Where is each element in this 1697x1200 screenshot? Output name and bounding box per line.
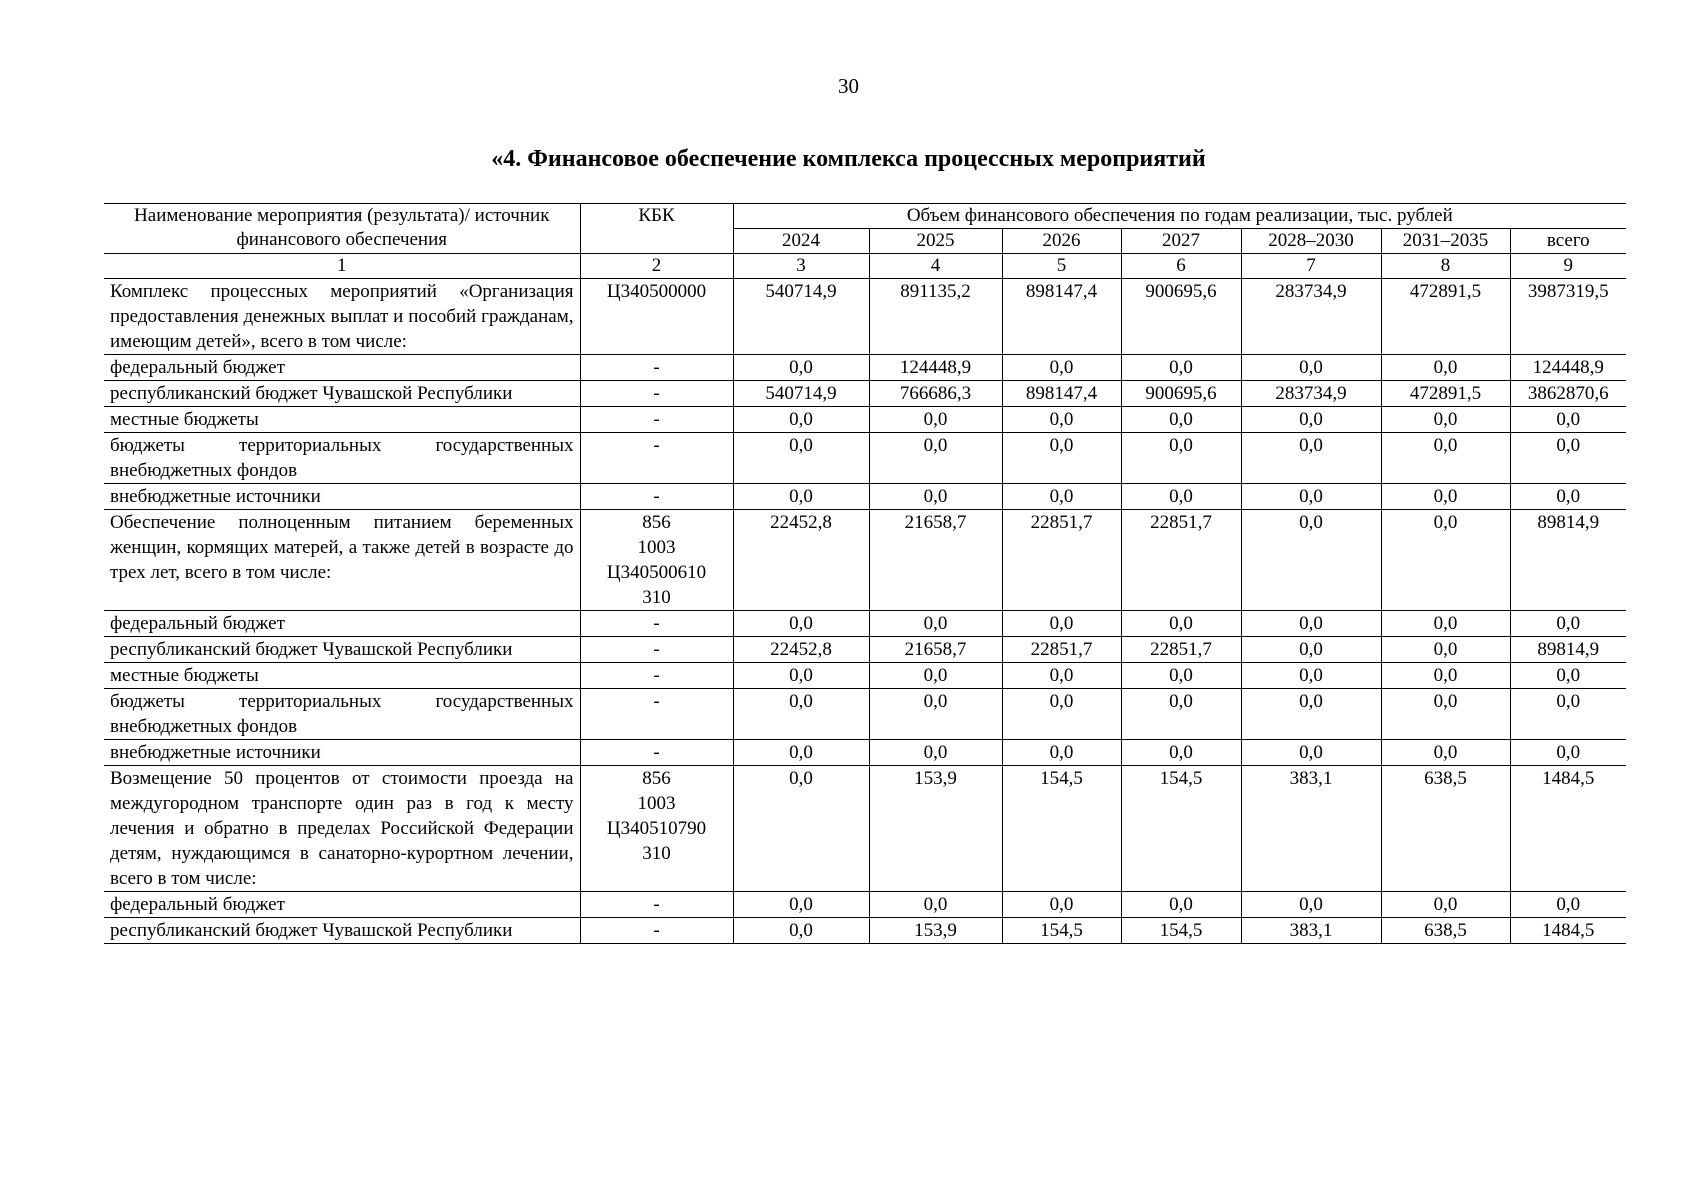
column-numbers-row	[104, 254, 1626, 279]
row-value: 3987319,5	[1510, 279, 1626, 355]
row-value: 383,1	[1241, 766, 1381, 892]
table-row	[104, 279, 1626, 355]
row-kbk: -	[580, 484, 733, 510]
row-value: 0,0	[733, 407, 869, 433]
header-year: 2025	[869, 229, 1002, 254]
row-value: 153,9	[869, 918, 1002, 944]
row-value: 22452,8	[733, 510, 869, 611]
row-value: 0,0	[733, 663, 869, 689]
row-value: 0,0	[1002, 892, 1121, 918]
page-number: 30	[838, 74, 859, 98]
row-value: 283734,9	[1241, 381, 1381, 407]
row-name: Возмещение 50 процентов от стоимости проезда на междугородном транспорте один раз в год к месту лечения и обратно в пределах Российской Федерации детям, нуждающимся в санаторно-курортном лечении, всего в том числе:	[104, 766, 580, 892]
row-value: 0,0	[1002, 689, 1121, 740]
row-value: 383,1	[1241, 918, 1381, 944]
row-value: 0,0	[1381, 355, 1510, 381]
row-value: 472891,5	[1381, 381, 1510, 407]
row-value: 0,0	[733, 355, 869, 381]
row-value: 0,0	[1381, 433, 1510, 484]
table-row	[104, 637, 1626, 663]
row-kbk: 856 1003 Ц340500610 310	[580, 510, 733, 611]
row-name: федеральный бюджет	[104, 611, 580, 637]
row-kbk: -	[580, 689, 733, 740]
row-kbk: -	[580, 433, 733, 484]
row-value: 0,0	[1241, 689, 1381, 740]
row-name: федеральный бюджет	[104, 355, 580, 381]
row-kbk: -	[580, 892, 733, 918]
table-row	[104, 689, 1626, 740]
row-value: 0,0	[1241, 433, 1381, 484]
row-value: 22851,7	[1002, 637, 1121, 663]
row-value: 0,0	[1002, 484, 1121, 510]
column-number: 1	[104, 254, 580, 279]
row-name: республиканский бюджет Чувашской Республики	[104, 637, 580, 663]
table-row	[104, 740, 1626, 766]
row-value: 0,0	[1002, 407, 1121, 433]
row-value: 0,0	[1121, 892, 1241, 918]
row-value: 0,0	[1241, 407, 1381, 433]
row-value: 0,0	[1002, 740, 1121, 766]
row-value: 0,0	[869, 892, 1002, 918]
row-value: 900695,6	[1121, 381, 1241, 407]
row-name: местные бюджеты	[104, 407, 580, 433]
row-kbk: -	[580, 381, 733, 407]
row-kbk: Ц340500000	[580, 279, 733, 355]
row-value: 0,0	[1002, 433, 1121, 484]
header-year: 2028–2030	[1241, 229, 1381, 254]
row-value: 0,0	[1510, 892, 1626, 918]
row-kbk: -	[580, 918, 733, 944]
row-value: 0,0	[733, 484, 869, 510]
row-value: 540714,9	[733, 279, 869, 355]
header-kbk: КБК	[580, 204, 733, 254]
row-value: 0,0	[1381, 663, 1510, 689]
row-value: 1484,5	[1510, 766, 1626, 892]
row-value: 0,0	[869, 433, 1002, 484]
table-row	[104, 766, 1626, 892]
row-value: 0,0	[1241, 355, 1381, 381]
row-value: 0,0	[1510, 663, 1626, 689]
row-value: 0,0	[733, 740, 869, 766]
row-value: 0,0	[1381, 740, 1510, 766]
row-value: 1484,5	[1510, 918, 1626, 944]
row-value: 0,0	[1121, 484, 1241, 510]
row-kbk: -	[580, 740, 733, 766]
row-name: республиканский бюджет Чувашской Республики	[104, 918, 580, 944]
row-value: 0,0	[1002, 663, 1121, 689]
row-value: 0,0	[733, 892, 869, 918]
row-value: 124448,9	[869, 355, 1002, 381]
row-value: 0,0	[1121, 355, 1241, 381]
row-value: 0,0	[1121, 407, 1241, 433]
column-number: 8	[1381, 254, 1510, 279]
header-year: 2026	[1002, 229, 1121, 254]
row-name: внебюджетные источники	[104, 484, 580, 510]
column-number: 7	[1241, 254, 1381, 279]
header-year: 2031–2035	[1381, 229, 1510, 254]
table-row	[104, 407, 1626, 433]
row-value: 0,0	[1121, 689, 1241, 740]
row-value: 3862870,6	[1510, 381, 1626, 407]
row-value: 0,0	[1002, 355, 1121, 381]
column-number: 3	[733, 254, 869, 279]
column-number: 4	[869, 254, 1002, 279]
header-name: Наименование мероприятия (результата)/ источник финансового обеспечения	[104, 204, 580, 254]
row-name: бюджеты территориальных государственных внебюджетных фондов	[104, 433, 580, 484]
row-value: 153,9	[869, 766, 1002, 892]
row-kbk: 856 1003 Ц340510790 310	[580, 766, 733, 892]
column-number: 2	[580, 254, 733, 279]
row-value: 900695,6	[1121, 279, 1241, 355]
row-kbk: -	[580, 637, 733, 663]
header-years-group: Объем финансового обеспечения по годам реализации, тыс. рублей	[733, 204, 1626, 229]
table-row	[104, 355, 1626, 381]
row-value: 283734,9	[1241, 279, 1381, 355]
row-value: 0,0	[1510, 407, 1626, 433]
row-value: 0,0	[1510, 740, 1626, 766]
row-value: 638,5	[1381, 918, 1510, 944]
row-name: Комплекс процессных мероприятий «Организация предоставления денежных выплат и пособий гражданам, имеющим детей», всего в том числе:	[104, 279, 580, 355]
row-value: 0,0	[1510, 433, 1626, 484]
row-value: 154,5	[1002, 918, 1121, 944]
row-value: 0,0	[733, 918, 869, 944]
row-value: 0,0	[1241, 892, 1381, 918]
header-total: всего	[1510, 229, 1626, 254]
table-row	[104, 611, 1626, 637]
row-kbk: -	[580, 611, 733, 637]
row-value: 0,0	[1241, 484, 1381, 510]
row-value: 0,0	[869, 484, 1002, 510]
row-value: 154,5	[1121, 766, 1241, 892]
row-value: 0,0	[1121, 740, 1241, 766]
row-value: 0,0	[869, 611, 1002, 637]
row-value: 0,0	[869, 663, 1002, 689]
row-value: 22452,8	[733, 637, 869, 663]
row-value: 0,0	[733, 766, 869, 892]
row-value: 154,5	[1121, 918, 1241, 944]
row-name: внебюджетные источники	[104, 740, 580, 766]
row-value: 22851,7	[1121, 637, 1241, 663]
column-number: 9	[1510, 254, 1626, 279]
row-value: 0,0	[1241, 663, 1381, 689]
row-value: 0,0	[1381, 484, 1510, 510]
row-value: 0,0	[1002, 611, 1121, 637]
row-name: республиканский бюджет Чувашской Республики	[104, 381, 580, 407]
row-value: 0,0	[1510, 689, 1626, 740]
table-row	[104, 918, 1626, 944]
row-value: 0,0	[1510, 484, 1626, 510]
row-kbk: -	[580, 355, 733, 381]
row-name: Обеспечение полноценным питанием беременных женщин, кормящих матерей, а также детей в возрасте до трех лет, всего в том числе:	[104, 510, 580, 611]
table-row	[104, 510, 1626, 611]
row-value: 0,0	[1381, 510, 1510, 611]
row-value: 0,0	[1381, 892, 1510, 918]
table-row	[104, 433, 1626, 484]
section-title: «4. Финансовое обеспечение комплекса процессных мероприятий	[491, 146, 1206, 172]
row-value: 0,0	[1241, 510, 1381, 611]
row-value: 891135,2	[869, 279, 1002, 355]
financing-table	[104, 203, 1626, 944]
row-value: 898147,4	[1002, 381, 1121, 407]
row-value: 638,5	[1381, 766, 1510, 892]
row-value: 0,0	[1121, 611, 1241, 637]
row-value: 0,0	[1381, 407, 1510, 433]
row-value: 0,0	[1121, 663, 1241, 689]
row-value: 0,0	[1381, 689, 1510, 740]
row-value: 0,0	[1510, 611, 1626, 637]
row-value: 0,0	[1381, 637, 1510, 663]
row-value: 0,0	[733, 689, 869, 740]
row-value: 89814,9	[1510, 510, 1626, 611]
column-number: 5	[1002, 254, 1121, 279]
row-name: местные бюджеты	[104, 663, 580, 689]
row-value: 0,0	[869, 689, 1002, 740]
row-name: бюджеты территориальных государственных внебюджетных фондов	[104, 689, 580, 740]
row-value: 21658,7	[869, 637, 1002, 663]
row-kbk: -	[580, 663, 733, 689]
row-value: 154,5	[1002, 766, 1121, 892]
row-kbk: -	[580, 407, 733, 433]
header-year: 2027	[1121, 229, 1241, 254]
row-value: 472891,5	[1381, 279, 1510, 355]
table-row	[104, 892, 1626, 918]
row-value: 22851,7	[1002, 510, 1121, 611]
header-year: 2024	[733, 229, 869, 254]
row-value: 0,0	[1381, 611, 1510, 637]
column-number: 6	[1121, 254, 1241, 279]
row-value: 540714,9	[733, 381, 869, 407]
row-value: 0,0	[733, 433, 869, 484]
row-value: 0,0	[1241, 637, 1381, 663]
row-value: 22851,7	[1121, 510, 1241, 611]
row-value: 0,0	[733, 611, 869, 637]
table-row	[104, 381, 1626, 407]
row-value: 898147,4	[1002, 279, 1121, 355]
row-value: 21658,7	[869, 510, 1002, 611]
row-value: 766686,3	[869, 381, 1002, 407]
row-name: федеральный бюджет	[104, 892, 580, 918]
row-value: 0,0	[1241, 611, 1381, 637]
table-header-row	[104, 204, 1626, 229]
row-value: 0,0	[869, 407, 1002, 433]
row-value: 0,0	[1121, 433, 1241, 484]
row-value: 0,0	[1241, 740, 1381, 766]
row-value: 124448,9	[1510, 355, 1626, 381]
table-row	[104, 484, 1626, 510]
table-row	[104, 663, 1626, 689]
row-value: 0,0	[869, 740, 1002, 766]
row-value: 89814,9	[1510, 637, 1626, 663]
